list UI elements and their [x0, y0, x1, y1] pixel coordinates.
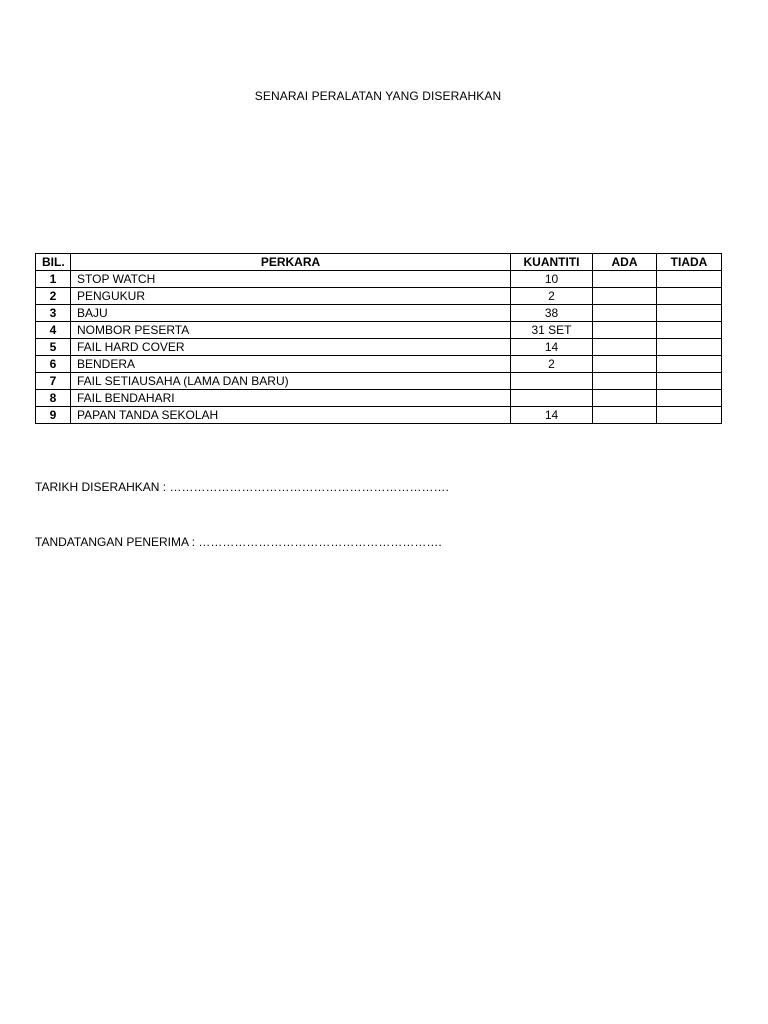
item-quantity — [511, 373, 593, 390]
table-row — [36, 271, 722, 288]
item-quantity — [511, 390, 593, 407]
table-header-row — [36, 254, 722, 271]
row-number: 5 — [36, 339, 71, 356]
item-name: FAIL HARD COVER — [71, 339, 511, 356]
header-perkara: PERKARA — [71, 254, 511, 271]
tiada-cell — [657, 390, 722, 407]
item-quantity: 31 SET — [511, 322, 593, 339]
ada-cell — [593, 390, 657, 407]
tiada-cell — [657, 288, 722, 305]
item-name: BAJU — [71, 305, 511, 322]
table-row — [36, 356, 722, 373]
item-name: BENDERA — [71, 356, 511, 373]
item-name: FAIL SETIAUSAHA (LAMA DAN BARU) — [71, 373, 511, 390]
item-quantity: 14 — [511, 407, 593, 424]
item-quantity: 10 — [511, 271, 593, 288]
tiada-cell — [657, 322, 722, 339]
row-number: 1 — [36, 271, 71, 288]
row-number: 4 — [36, 322, 71, 339]
item-name: FAIL BENDAHARI — [71, 390, 511, 407]
header-ada: ADA — [593, 254, 657, 271]
header-bil: BIL. — [36, 254, 71, 271]
tiada-cell — [657, 373, 722, 390]
tiada-cell — [657, 305, 722, 322]
row-number: 7 — [36, 373, 71, 390]
item-quantity: 2 — [511, 356, 593, 373]
tiada-cell — [657, 339, 722, 356]
ada-cell — [593, 407, 657, 424]
item-quantity: 38 — [511, 305, 593, 322]
ada-cell — [593, 373, 657, 390]
tiada-cell — [657, 271, 722, 288]
item-name: NOMBOR PESERTA — [71, 322, 511, 339]
row-number: 6 — [36, 356, 71, 373]
header-tiada: TIADA — [657, 254, 722, 271]
table-row — [36, 373, 722, 390]
ada-cell — [593, 339, 657, 356]
tiada-cell — [657, 407, 722, 424]
ada-cell — [593, 322, 657, 339]
table-row — [36, 322, 722, 339]
row-number: 3 — [36, 305, 71, 322]
row-number: 2 — [36, 288, 71, 305]
ada-cell — [593, 305, 657, 322]
table-row — [36, 305, 722, 322]
item-name: PAPAN TANDA SEKOLAH — [71, 407, 511, 424]
equipment-table — [35, 253, 722, 424]
ada-cell — [593, 271, 657, 288]
item-name: PENGUKUR — [71, 288, 511, 305]
handover-date-line: TARIKH DISERAHKAN : ……………………………………………………………. — [35, 480, 449, 494]
tiada-cell — [657, 356, 722, 373]
table-row — [36, 390, 722, 407]
item-name: STOP WATCH — [71, 271, 511, 288]
table-row — [36, 288, 722, 305]
ada-cell — [593, 356, 657, 373]
item-quantity: 2 — [511, 288, 593, 305]
recipient-signature-line: TANDATANGAN PENERIMA : ……………………………………………………. — [35, 535, 442, 549]
header-kuantiti: KUANTITI — [511, 254, 593, 271]
table-row — [36, 407, 722, 424]
table-row — [36, 339, 722, 356]
item-quantity: 14 — [511, 339, 593, 356]
ada-cell — [593, 288, 657, 305]
row-number: 8 — [36, 390, 71, 407]
row-number: 9 — [36, 407, 71, 424]
document-title: SENARAI PERALATAN YANG DISERAHKAN — [254, 89, 502, 103]
